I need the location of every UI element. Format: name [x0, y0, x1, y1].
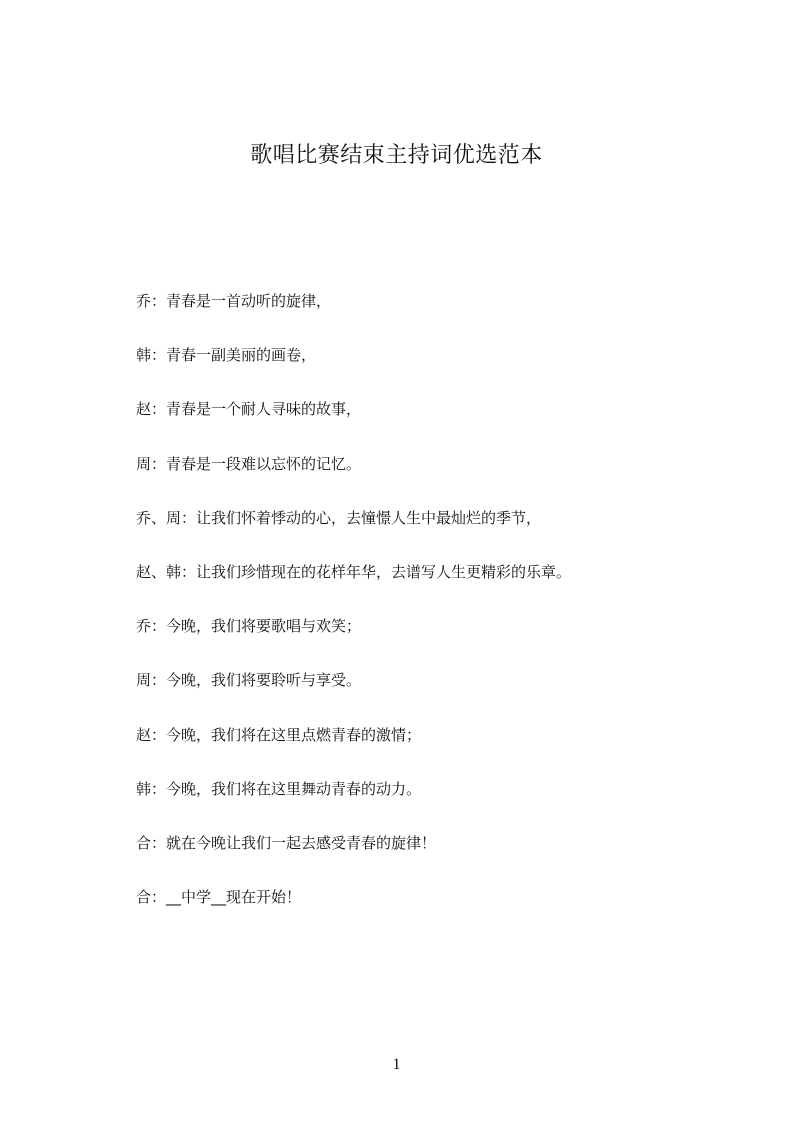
dialogue-line: 韩：今晚，我们将在这里舞动青春的动力。 [136, 779, 422, 798]
dialogue-line: 周：青春是一段难以忘怀的记忆。 [136, 454, 362, 473]
dialogue-line: 合：__中学__现在开始！ [136, 888, 302, 907]
dialogue-line: 乔、周：让我们怀着悸动的心，去憧憬人生中最灿烂的季节， [136, 508, 542, 527]
dialogue-list [136, 286, 696, 936]
dialogue-line: 赵：今晚，我们将在这里点燃青春的激情； [136, 725, 422, 744]
page-number: 1 [392, 1056, 401, 1073]
dialogue-line: 赵、韩：让我们珍惜现在的花样年华，去谱写人生更精彩的乐章。 [136, 562, 572, 581]
dialogue-line: 乔：今晚，我们将要歌唱与欢笑； [136, 617, 362, 636]
dialogue-line: 乔：青春是一首动听的旋律， [136, 292, 332, 310]
dialogue-line: 周：今晚，我们将要聆听与享受。 [136, 671, 362, 690]
dialogue-line: 赵：青春是一个耐人寻味的故事， [136, 400, 362, 419]
document-title: 歌唱比赛结束主持词优选范本 [250, 143, 543, 168]
dialogue-line: 韩：青春一副美丽的画卷， [136, 346, 317, 365]
dialogue-line: 合：就在今晚让我们一起去感受青春的旋律！ [136, 833, 437, 852]
